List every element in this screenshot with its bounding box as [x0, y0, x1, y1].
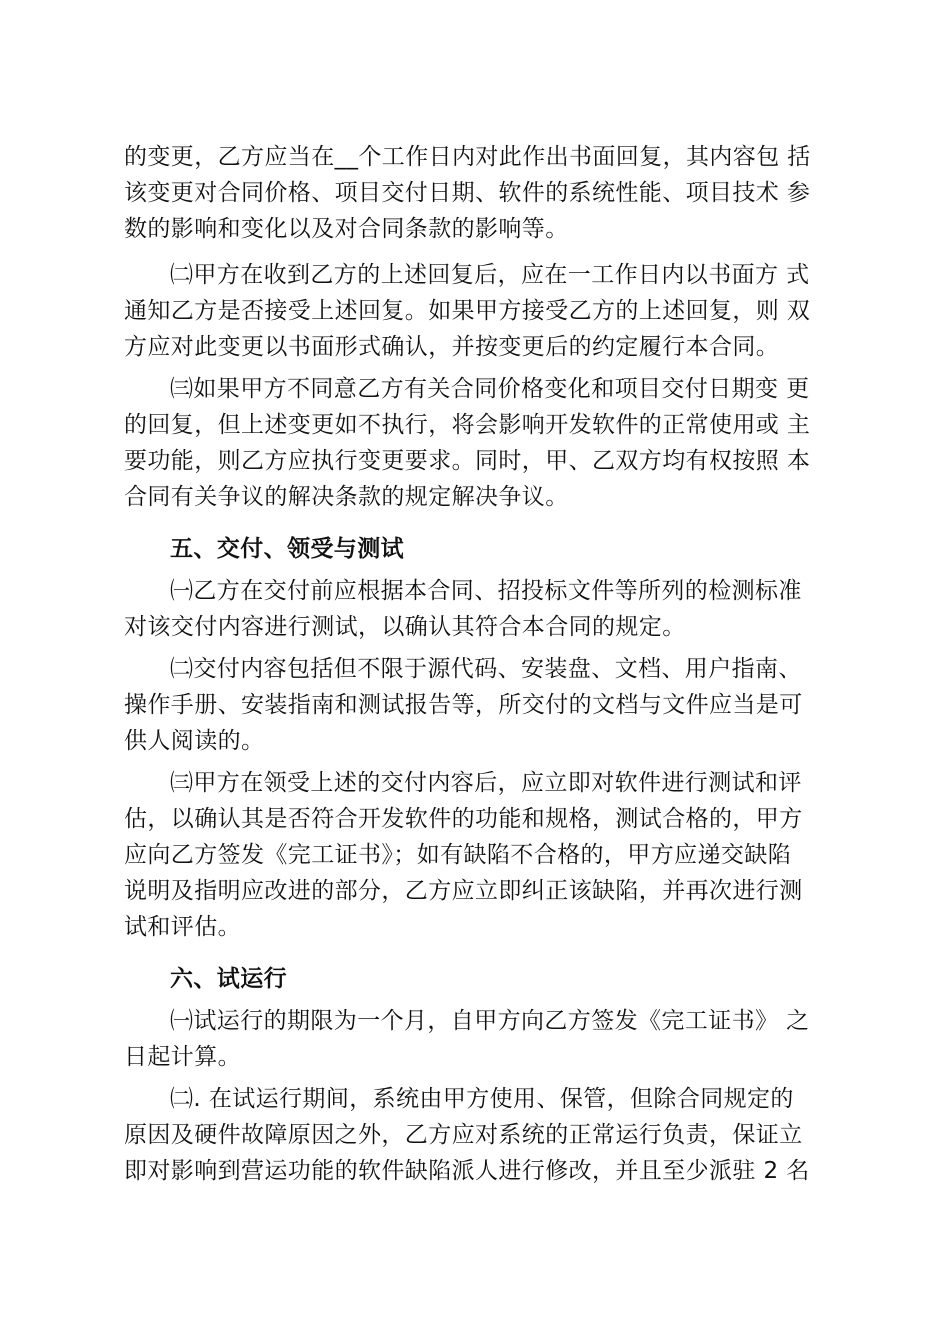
text-line: 说明及指明应改进的部分，乙方应立即纠正该缺陷，并再次进行测: [124, 878, 803, 904]
text-line: 要功能，则乙方应执行变更要求。同时，甲、乙双方均有权按照 本: [124, 448, 811, 474]
text-line: ㈡交付内容包括但不限于源代码、安装盘、文档、用户指南、: [170, 656, 802, 682]
text-line: ㈢甲方在领受上述的交付内容后，应立即对软件进行测试和评: [170, 770, 802, 796]
text-line: 通知乙方是否接受上述回复。如果甲方接受乙方的上述回复，则 双: [124, 298, 811, 324]
text-line: ㈠乙方在交付前应根据本合同、招投标文件等所列的检测标准: [170, 578, 802, 604]
text-line: 应向乙方签发《完工证书》；如有缺陷不合格的，甲方应递交缺陷: [124, 842, 792, 868]
text-line: 合同有关争议的解决条款的规定解决争议。: [124, 484, 569, 510]
text-line: 试和评估。: [124, 914, 241, 940]
text-line: 即对影响到营运功能的软件缺陷派人进行修改，并且至少派驻 2 名: [124, 1158, 810, 1184]
text-line: ㈡. 在试运行期间，系统由甲方使用、保管，但除合同规定的: [170, 1086, 794, 1112]
text-line: 的变更，乙方应当在__个工作日内对此作出书面回复，其内容包 括: [124, 144, 811, 170]
text-line: 供人阅读的。: [124, 728, 265, 754]
text-line: ㈠试运行的期限为一个月，自甲方向乙方签发《完工证书》 之: [170, 1008, 810, 1034]
text-line: ㈡甲方在收到乙方的上述回复后，应在一工作日内以书面方 式: [170, 262, 810, 288]
text-line: 数的影响和变化以及对合同条款的影响等。: [124, 216, 569, 242]
text-line: 估，以确认其是否符合开发软件的功能和规格，测试合格的，甲方: [124, 806, 803, 832]
text-line: ㈢如果甲方不同意乙方有关合同价格变化和项目交付日期变 更: [170, 376, 810, 402]
text-line: 操作手册、安装指南和测试报告等，所交付的文档与文件应当是可: [124, 692, 803, 718]
text-line: 对该交付内容进行测试，以确认其符合本合同的规定。: [124, 614, 686, 640]
section-heading: 五、交付、领受与测试: [170, 536, 404, 562]
text-line: 该变更对合同价格、项目交付日期、软件的系统性能、项目技术 参: [124, 180, 811, 206]
text-line: 方应对此变更以书面形式确认，并按变更后的约定履行本合同。: [124, 334, 780, 360]
text-line: 原因及硬件故障原因之外，乙方应对系统的正常运行负责，保证立: [124, 1122, 803, 1148]
text-line: 的回复，但上述变更如不执行，将会影响开发软件的正常使用或 主: [124, 412, 811, 438]
section-heading: 六、试运行: [170, 966, 287, 992]
text-line: 日起计算。: [124, 1044, 241, 1070]
